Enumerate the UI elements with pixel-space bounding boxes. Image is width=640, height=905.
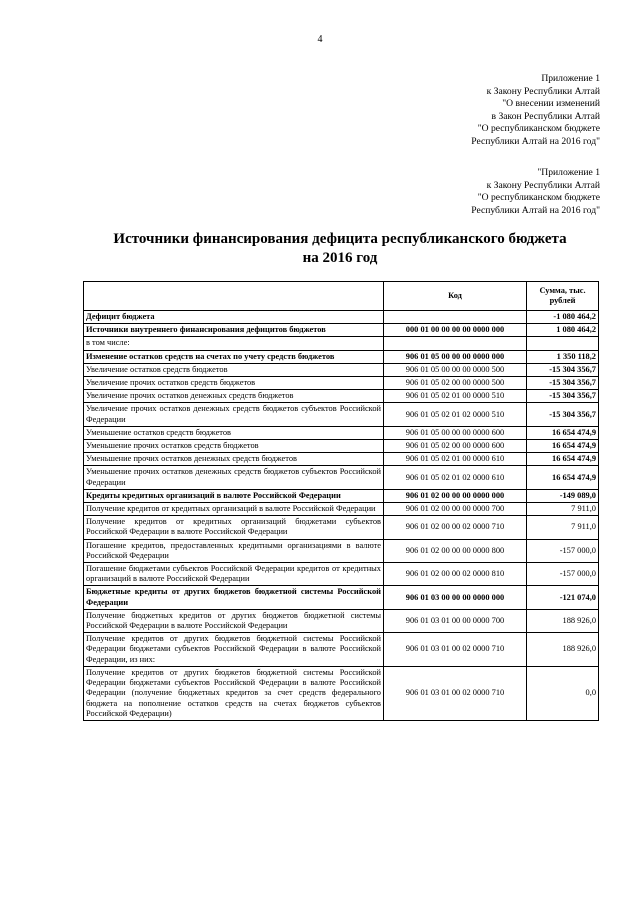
row-name-cell: Бюджетные кредиты от других бюджетов бюджетной системы Российской Федерации — [84, 586, 384, 609]
row-sum-cell: 16 654 474,9 — [527, 453, 599, 466]
row-sum-cell: -157 000,0 — [527, 563, 599, 586]
row-code-cell: 906 01 03 01 00 02 0000 710 — [384, 633, 527, 667]
appendix-line: Приложение 1 — [541, 73, 600, 84]
row-code-cell: 906 01 05 02 00 00 0000 500 — [384, 377, 527, 390]
row-name-cell: Получение бюджетных кредитов от других бюджетов бюджетной системы Российской Федерации в валюте Российской Федерации — [84, 609, 384, 632]
row-code-cell: 906 01 05 02 00 00 0000 600 — [384, 440, 527, 453]
appendix-line: к Закону Республики Алтай — [486, 85, 600, 97]
row-code-cell: 906 01 05 02 01 02 0000 610 — [384, 466, 527, 489]
table-row — [84, 426, 599, 439]
table-row — [84, 539, 599, 562]
table-row — [84, 324, 599, 337]
appendix-original-header — [471, 167, 600, 217]
row-sum-cell: -15 304 356,7 — [527, 403, 599, 426]
row-sum-cell: -157 000,0 — [527, 539, 599, 562]
row-code-cell: 906 01 05 00 00 00 0000 500 — [384, 363, 527, 376]
appendix-amendment-header — [471, 73, 600, 149]
row-code-cell: 906 01 02 00 00 02 0000 710 — [384, 516, 527, 539]
row-name-cell: Увеличение остатков средств бюджетов — [84, 363, 384, 376]
table-row — [84, 633, 599, 667]
row-name-cell: Уменьшение прочих остатков денежных средств бюджетов — [84, 453, 384, 466]
row-sum-cell: 188 926,0 — [527, 609, 599, 632]
table-row — [84, 350, 599, 363]
table-row — [84, 563, 599, 586]
table-row — [84, 337, 599, 350]
table-row — [84, 586, 599, 609]
row-code-cell: 906 01 02 00 00 00 0000 800 — [384, 539, 527, 562]
row-sum-cell: -1 080 464,2 — [527, 311, 599, 324]
row-sum-cell: 1 350 118,2 — [527, 350, 599, 363]
row-code-cell: 906 01 03 01 00 02 0000 710 — [384, 666, 527, 720]
header-name — [84, 282, 384, 311]
row-name-cell: Кредиты кредитных организаций в валюте Российской Федерации — [84, 489, 384, 502]
table-row — [84, 403, 599, 426]
appendix-line: "Приложение 1 — [537, 167, 600, 178]
financing-sources-table — [83, 281, 599, 721]
row-sum-cell: -15 304 356,7 — [527, 377, 599, 390]
row-sum-cell: 7 911,0 — [527, 516, 599, 539]
row-sum-cell: 16 654 474,9 — [527, 426, 599, 439]
appendix-line: к Закону Республики Алтай — [486, 179, 600, 191]
table-row — [84, 466, 599, 489]
row-name-cell: Источники внутреннего финансирования дефицитов бюджетов — [84, 324, 384, 337]
row-name-cell: Увеличение прочих остатков денежных средств бюджетов — [84, 390, 384, 403]
table-row — [84, 503, 599, 516]
row-sum-cell: -149 089,0 — [527, 489, 599, 502]
page-number: 4 — [317, 34, 323, 45]
row-name-cell: Уменьшение остатков средств бюджетов — [84, 426, 384, 439]
table-row — [84, 440, 599, 453]
table-row — [84, 311, 599, 324]
row-name-cell: Получение кредитов от других бюджетов бюджетной системы Российской Федерации бюджетами субъектов Российской Федерации в валюте Российской Федерации, из них: — [84, 633, 384, 667]
table-row — [84, 666, 599, 720]
table-row — [84, 363, 599, 376]
row-name-cell: Погашение кредитов, предоставленных кредитными организациями в валюте Российской Федерации — [84, 539, 384, 562]
row-code-cell: 000 01 00 00 00 00 0000 000 — [384, 324, 527, 337]
table-header-row — [84, 282, 599, 311]
row-code-cell — [384, 337, 527, 350]
table-row — [84, 609, 599, 632]
table-row — [84, 377, 599, 390]
row-name-cell: в том числе: — [84, 337, 384, 350]
row-sum-cell: 1 080 464,2 — [527, 324, 599, 337]
row-sum-cell: 0,0 — [527, 666, 599, 720]
row-code-cell: 906 01 02 00 00 00 0000 000 — [384, 489, 527, 502]
row-code-cell: 906 01 02 00 00 00 0000 700 — [384, 503, 527, 516]
row-name-cell: Увеличение прочих остатков средств бюджетов — [84, 377, 384, 390]
row-name-cell: Погашение бюджетами субъектов Российской Федерации кредитов от кредитных организаций в валюте Российской Федерации — [84, 563, 384, 586]
row-sum-cell: 16 654 474,9 — [527, 440, 599, 453]
row-sum-cell: -15 304 356,7 — [527, 390, 599, 403]
title-line-2: на 2016 год — [302, 250, 378, 266]
row-sum-cell — [527, 337, 599, 350]
row-code-cell: 906 01 05 02 01 00 0000 610 — [384, 453, 527, 466]
table-row — [84, 489, 599, 502]
table-body — [84, 311, 599, 721]
row-code-cell — [384, 311, 527, 324]
appendix-line: в Закон Республики Алтай — [491, 110, 600, 122]
row-code-cell: 906 01 03 01 00 00 0000 700 — [384, 609, 527, 632]
header-code: Код — [384, 282, 527, 311]
row-sum-cell: 7 911,0 — [527, 503, 599, 516]
row-name-cell: Увеличение прочих остатков денежных средств бюджетов субъектов Российской Федерации — [84, 403, 384, 426]
appendix-line: "О внесении изменений — [502, 98, 600, 110]
title-line-1: Источники финансирования дефицита республиканского бюджета — [113, 231, 567, 247]
row-name-cell: Дефицит бюджета — [84, 311, 384, 324]
row-code-cell: 906 01 05 00 00 00 0000 600 — [384, 426, 527, 439]
appendix-line: Республики Алтай на 2016 год" — [471, 204, 600, 216]
row-code-cell: 906 01 05 02 01 00 0000 510 — [384, 390, 527, 403]
row-code-cell: 906 01 03 00 00 00 0000 000 — [384, 586, 527, 609]
row-name-cell: Уменьшение прочих остатков средств бюджетов — [84, 440, 384, 453]
document-title — [80, 230, 600, 268]
table-row — [84, 390, 599, 403]
row-sum-cell: -15 304 356,7 — [527, 363, 599, 376]
row-sum-cell: 188 926,0 — [527, 633, 599, 667]
table-row — [84, 453, 599, 466]
row-code-cell: 906 01 05 02 01 02 0000 510 — [384, 403, 527, 426]
row-sum-cell: -121 074,0 — [527, 586, 599, 609]
row-code-cell: 906 01 05 00 00 00 0000 000 — [384, 350, 527, 363]
row-name-cell: Изменение остатков средств на счетах по учету средств бюджетов — [84, 350, 384, 363]
row-name-cell: Уменьшение прочих остатков денежных средств бюджетов субъектов Российской Федерации — [84, 466, 384, 489]
row-code-cell: 906 01 02 00 00 02 0000 810 — [384, 563, 527, 586]
appendix-line: Республики Алтай на 2016 год" — [471, 135, 600, 147]
row-name-cell: Получение кредитов от кредитных организаций бюджетами субъектов Российской Федерации в валюте Российской Федерации — [84, 516, 384, 539]
table-row — [84, 516, 599, 539]
appendix-line: "О республиканском бюджете — [477, 123, 600, 135]
row-name-cell: Получение кредитов от кредитных организаций в валюте Российской Федерации — [84, 503, 384, 516]
appendix-line: "О республиканском бюджете — [477, 192, 600, 204]
row-name-cell: Получение кредитов от других бюджетов бюджетной системы Российской Федерации бюджетами субъектов Российской Федерации в валюте Российской Федерации (получение бюджетных кредитов за счет средств федерального бюджета на пополнение остатков средств на счетах бюджетов субъектов Российской Федерации) — [84, 666, 384, 720]
header-sum: Сумма, тыс. рублей — [527, 282, 599, 311]
row-sum-cell: 16 654 474,9 — [527, 466, 599, 489]
